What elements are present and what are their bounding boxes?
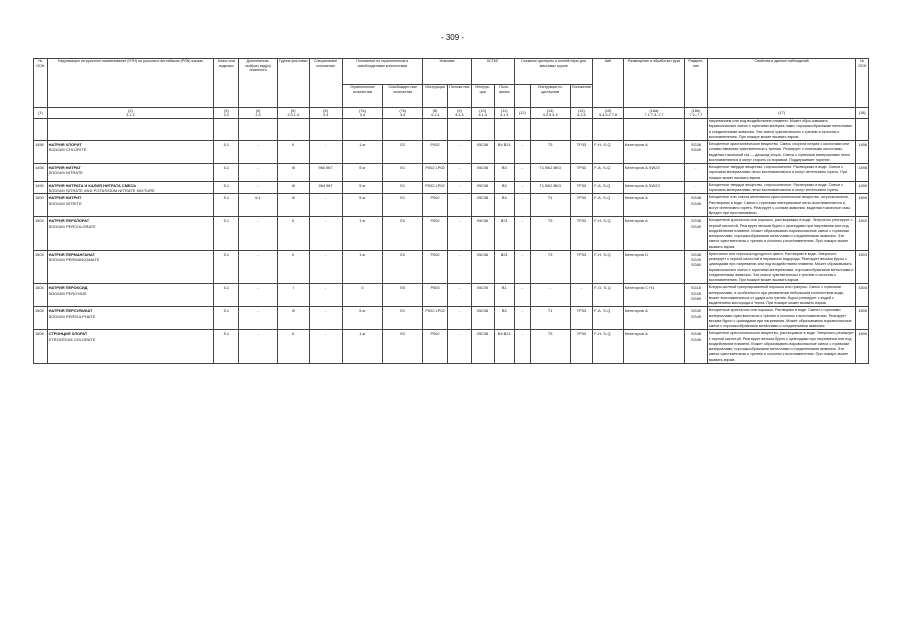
packing-provision: - — [448, 141, 472, 164]
packing-instruction: P002 — [423, 194, 448, 217]
tank-instruction: T1 — [530, 194, 570, 217]
segregation: SG16 SG35 SG59 — [685, 284, 708, 307]
ibc-instruction: IBC05 — [471, 284, 494, 307]
tank-instruction: T3 — [530, 141, 570, 164]
tank-blank: - — [514, 194, 530, 217]
col-properties: Свойства и данные наблюдений — [707, 59, 856, 108]
col-packaging: Упаковка — [423, 59, 472, 85]
tank-instruction: T1 — [530, 307, 570, 330]
un-number-right: 1502 — [856, 217, 869, 251]
substance-name — [47, 250, 214, 284]
column-number-cell — [47, 108, 214, 119]
column-number-cell — [530, 108, 570, 119]
subsidiary-hazard: - — [239, 181, 278, 194]
tank-blank: - — [514, 330, 530, 364]
col-portable-tanks: Съемные цистерны и контей-неры для массовых грузов — [514, 59, 592, 85]
special-provisions: - — [309, 307, 342, 330]
name-english: STRONTIUM CHLORATE — [48, 336, 96, 342]
properties: Бесцветное кристаллическое вещество. Смесь хлорита натрия с кислотами или солями аммония чувствительна к трению. Реагирует с сильными кислотами, выделяя токсичный газ — диоксид хлора. Смеси с горючими материалами легко воспламеняются и могут сгорать со взрывом. Поддерживает горение. — [707, 141, 856, 164]
class: 5.1 — [214, 307, 239, 330]
table-row — [34, 194, 869, 217]
segregation: SG39 SG49 — [685, 307, 708, 330]
col-limited: Ограниченные количества — [342, 85, 383, 108]
stowage: Категория A — [623, 194, 684, 217]
col-pack-provisions: Положе-ния — [448, 85, 472, 108]
name-russian: НАТРИЯ НИТРАТ — [48, 165, 81, 170]
segregation: SG38 SG49 — [685, 141, 708, 164]
col-un-no: № ООН — [34, 59, 48, 108]
tank-provision: TP33 — [570, 250, 593, 284]
column-number: (11) — [500, 108, 508, 113]
column-number: (16a) — [649, 108, 659, 113]
ems-code: F-H, S-Q — [593, 330, 624, 364]
ibc-instruction: IBC08 — [471, 164, 494, 182]
column-number-cell — [309, 108, 342, 119]
subsidiary-hazard: - — [239, 217, 278, 251]
segregation: SG38 SG49 — [685, 330, 708, 364]
un-number: 1503 — [34, 250, 48, 284]
excepted-quantity: E2 — [383, 217, 423, 251]
column-number: (18) — [858, 110, 866, 115]
col-stowage: Размещение и обработка груза — [623, 59, 684, 108]
tank-instruction: T3 — [530, 330, 570, 364]
limited-quantity: 1 кг — [342, 141, 383, 164]
segregation: SG38 SG49 SG60 — [685, 250, 708, 284]
stowage: Категория A — [623, 217, 684, 251]
name-russian: СТРОНЦИЯ ХЛОРАТ — [48, 331, 88, 337]
class: 5.1 — [214, 181, 239, 194]
tank-provision: TP33 — [570, 307, 593, 330]
name-english: SODIUM NITRITE — [48, 200, 82, 206]
column-number: (6) — [323, 108, 328, 113]
properties: Бесцветные кристаллы или порошок. Растворим в воде. Смеси с горючими материалами чувствительны к трению и склонны к воспламенению. Реагирует весьма бурно с цианидами при нагревании. Может образовывать взрывоопасные смеси с порошкообразными металлами и соединениями аммония. — [707, 307, 856, 330]
col-ibc-instructions: Инструк-ции — [471, 85, 494, 108]
ibc-instruction: IBC06 — [471, 217, 494, 251]
column-reference: 7.2–7.7 — [689, 113, 703, 117]
name-russian: НАТРИЯ НИТРАТА И КАЛИЯ НИТРАТА СМЕСЬ — [48, 182, 137, 188]
un-number: 1506 — [34, 330, 48, 364]
limited-quantity: 1 кг — [342, 217, 383, 251]
table-body — [34, 108, 869, 364]
column-number-cell — [514, 108, 530, 119]
subsidiary-hazard: 6.1 — [239, 194, 278, 217]
segregation: SG38 SG49 — [685, 217, 708, 251]
tank-provision: TP33 — [570, 141, 593, 164]
column-number-cell — [277, 108, 309, 119]
substance-name — [47, 330, 214, 364]
tank-instruction: T3 — [530, 217, 570, 251]
un-number-right: 1506 — [856, 330, 869, 364]
packing-instruction: P002 LP02 — [423, 181, 448, 194]
ems-code: F-G, S-Q — [593, 284, 624, 307]
column-number-cell — [570, 108, 593, 119]
packing-provision: - — [448, 217, 472, 251]
column-reference: 3.5 — [400, 113, 406, 117]
un-number: 1500 — [34, 194, 48, 217]
packing-instruction: P002 — [423, 217, 448, 251]
column-reference: 4.2.5 — [577, 113, 586, 117]
packing-provision: - — [448, 250, 472, 284]
properties: Бесцветное твердое вещество, гигроскопичное. Растворимо в воде. Смеси с горючими материалами легко воспламеняются и могут интенсивно гореть. — [707, 181, 856, 194]
column-reference: 4.1.4 — [478, 113, 487, 117]
substance-name — [47, 284, 214, 307]
packing-group: III — [277, 181, 309, 194]
excepted-quantity: E1 — [383, 194, 423, 217]
ibc-provision: B21 — [494, 217, 514, 251]
tank-instruction: T1 BK2 BK3 — [530, 181, 570, 194]
name-english: SODIUM PERMANGANATE — [48, 257, 100, 262]
column-number-cell — [856, 108, 869, 119]
packing-group: II — [277, 330, 309, 364]
name-russian: НАТРИЯ НИТРИТ — [48, 195, 82, 201]
name-russian: НАТРИЯ ХЛОРИТ — [48, 142, 82, 147]
column-number: (5) — [290, 108, 296, 113]
stowage: Категория A SW23 — [623, 181, 684, 194]
column-number-cell — [342, 108, 383, 119]
tank-blank: - — [514, 284, 530, 307]
packing-instruction: P503 — [423, 284, 448, 307]
col-subsidiary: Дополнитель-ный(ые) вид(ы) опасности — [239, 59, 278, 108]
col-segregation: Разделе-ние — [685, 59, 708, 108]
excepted-quantity: E0 — [383, 284, 423, 307]
properties: Бесцветные кристаллы или порошок, растворимые в воде. Энергично реагирует с серной кислотой. Реагирует весьма бурно с цианидами при нагревании или под воздействием пламени. Может образовывать взрывоопасные смеси с горючими материалами, порошкообразными металлами и соединениями аммония. Эти смеси чувствительны к трению и склонны к воспламенению. При пожаре может вызвать взрыв. — [707, 217, 856, 251]
ibc-provision: B3 — [494, 181, 514, 194]
column-number: (2) — [128, 108, 133, 113]
packing-group: III — [277, 164, 309, 182]
ems-code: F-H, S-Q — [593, 141, 624, 164]
ibc-instruction: IBC06 — [471, 250, 494, 284]
substance-name — [47, 194, 214, 217]
tank-provision: TP33 — [570, 164, 593, 182]
limited-quantity: 5 кг — [342, 194, 383, 217]
ibc-instruction: IBC08 — [471, 194, 494, 217]
segregation: - — [685, 181, 708, 194]
col-ibc-provisions: Поло-жения — [494, 85, 514, 108]
packing-group: II — [277, 250, 309, 284]
subsidiary-hazard: - — [239, 307, 278, 330]
un-number: 1502 — [34, 217, 48, 251]
column-reference: 4.1.4 — [430, 113, 440, 117]
column-number: (7a) — [359, 108, 366, 113]
tank-blank: - — [514, 307, 530, 330]
col-pt-instructions: Инструкции по цистернам — [530, 85, 570, 108]
packing-instruction: P002 — [423, 250, 448, 284]
un-number-right: 1505 — [856, 307, 869, 330]
ibc-instruction: IBC08 — [471, 330, 494, 364]
column-reference: 2.0.1.3 — [287, 113, 300, 117]
name-english: SODIUM NITRATE AND POTASSIUM NITRATE MIXTURE — [48, 188, 155, 193]
column-number: (4) — [255, 108, 261, 113]
limited-quantity: 5 кг — [342, 307, 383, 330]
class: 5.1 — [214, 330, 239, 364]
column-number: (10) — [479, 108, 487, 113]
name-russian: НАТРИЯ ПЕРОКСИД — [48, 285, 88, 291]
properties: Бесцветное или слегка желтоватое кристаллическое вещество, гигроскопичное. Растворимо в воде. Смеси с горючими материалами легко воспламеняются и могут интенсивно гореть. Реагирует с солями аммония, выделяя токсичные газы. Вреден при проглатывании. — [707, 194, 856, 217]
un-number: 1505 — [34, 307, 48, 330]
un-number-right: 1496 — [856, 141, 869, 164]
col-limited-excepted: Положения по ограниченным и освобожденным количествам — [342, 59, 423, 85]
dangerous-goods-table — [33, 58, 869, 364]
col-ibc: КСГМГ — [471, 59, 514, 85]
class: 5.1 — [214, 217, 239, 251]
un-number-right: 1500 — [856, 194, 869, 217]
column-number-cell — [685, 108, 708, 119]
col-pack-instructions: Инструкции — [423, 85, 448, 108]
column-number: (12) — [519, 110, 526, 115]
column-number: (7b) — [399, 108, 407, 113]
ibc-provision: B4 B21 — [494, 141, 514, 164]
tank-blank: - — [514, 217, 530, 251]
un-number: 1499 — [34, 181, 48, 194]
ems-code: F-H, S-Q — [593, 217, 624, 251]
continuation-text: нагреванием или под воздействием пламени. Может обра-зовывать взрывоопасные смеси с горючими материа-лами, порошкообразными металлами и соединениями аммония. Эти смеси чувствительны к трению и склонны к воспламенению. При пожаре может вызвать взрыв. — [707, 119, 856, 141]
substance-name — [47, 164, 214, 182]
tank-blank: - — [514, 181, 530, 194]
special-provisions: - — [309, 250, 342, 284]
packing-instruction: P002 LP02 — [423, 164, 448, 182]
class: 5.1 — [214, 141, 239, 164]
col-pt-provisions: Положения — [570, 85, 593, 108]
column-reference: 2.0 — [255, 113, 261, 117]
continuation-row — [34, 119, 869, 141]
column-number-cell — [623, 108, 684, 119]
packing-provision: - — [448, 194, 472, 217]
limited-quantity: 0 — [342, 284, 383, 307]
column-reference: 3.4 — [359, 113, 366, 117]
col-excepted: Освобожден-ные количества — [383, 85, 423, 108]
subsidiary-hazard: - — [239, 330, 278, 364]
col-ems: АвК — [593, 59, 624, 108]
subsidiary-hazard: - — [239, 164, 278, 182]
ems-code: F-A, S-Q — [593, 164, 624, 182]
excepted-quantity: E1 — [383, 164, 423, 182]
limited-quantity: 5 кг — [342, 181, 383, 194]
packing-group: III — [277, 194, 309, 217]
limited-quantity: 1 кг — [342, 330, 383, 364]
packing-instruction: P002 — [423, 141, 448, 164]
tank-provision: TP33 — [570, 330, 593, 364]
table-row — [34, 330, 869, 364]
ibc-provision: B3 — [494, 307, 514, 330]
packing-instruction: P002 LP02 — [423, 307, 448, 330]
column-number: (15) — [604, 108, 612, 113]
special-provisions: 964 967 — [309, 164, 342, 182]
special-provisions: - — [309, 284, 342, 307]
stowage: Категория A — [623, 141, 684, 164]
dangerous-goods-list-table-container — [33, 58, 869, 609]
column-number: (3) — [224, 108, 229, 113]
column-number: (13) — [546, 108, 554, 113]
column-number: (14) — [578, 108, 585, 113]
properties: Бесцветное твердое вещество, гигроскопичное. Растворимо в воде. Смеси с горючими материалами легко воспламеняются и могут интенсивно гореть. При пожаре может вызвать взрыв. — [707, 164, 856, 182]
table-row — [34, 284, 869, 307]
column-number-row — [34, 108, 869, 119]
column-number-cell — [707, 108, 856, 119]
col-pt-blank — [514, 85, 530, 108]
column-number-cell — [593, 108, 624, 119]
column-number: (16b) — [691, 108, 701, 113]
special-provisions: - — [309, 217, 342, 251]
special-provisions: - — [309, 194, 342, 217]
col-un-no-right: № ООН — [856, 59, 869, 108]
subsidiary-hazard: - — [239, 284, 278, 307]
substance-name — [47, 217, 214, 251]
special-provisions: 964 967 — [309, 181, 342, 194]
un-number: 1496 — [34, 141, 48, 164]
name-english: SODIUM PEROXIDE — [48, 290, 87, 296]
special-provisions: - — [309, 330, 342, 364]
limited-quantity: 1 кг — [342, 250, 383, 284]
tank-instruction: T3 — [530, 250, 570, 284]
subsidiary-hazard: - — [239, 250, 278, 284]
column-number: (9) — [457, 108, 462, 113]
un-number-right: 1503 — [856, 250, 869, 284]
class: 5.1 — [214, 250, 239, 284]
col-name: Надлежащее отгрузочное наименование (НТН) на русском и английском (PSN) языках — [47, 59, 214, 108]
column-number: (17) — [778, 110, 785, 115]
packing-instruction: P002 — [423, 330, 448, 364]
tank-provision: TP33 — [570, 217, 593, 251]
tank-instruction: - — [530, 284, 570, 307]
ibc-provision: B1 — [494, 284, 514, 307]
stowage: Категория D — [623, 250, 684, 284]
column-reference: 4.1.4 — [500, 113, 509, 117]
table-row — [34, 307, 869, 330]
packing-group: I — [277, 284, 309, 307]
col-class: Класс или подкласс — [214, 59, 239, 108]
column-number-cell — [448, 108, 472, 119]
un-number-right: 1504 — [856, 284, 869, 307]
table-row — [34, 250, 869, 284]
table-row — [34, 141, 869, 164]
tank-blank: - — [514, 250, 530, 284]
name-russian: НАТРИЯ ПЕРСУЛЬФАТ — [48, 308, 93, 314]
column-number-cell — [214, 108, 239, 119]
col-packing-group: Группа упа-ковки — [277, 59, 309, 108]
excepted-quantity: E2 — [383, 250, 423, 284]
limited-quantity: 5 кг — [342, 164, 383, 182]
page-number: - 309 - — [440, 33, 465, 42]
special-provisions: - — [309, 141, 342, 164]
column-number: (1) — [37, 110, 43, 115]
packing-group: II — [277, 217, 309, 251]
column-reference: 7.1 7.3–7.7 — [644, 113, 664, 117]
packing-provision: - — [448, 307, 472, 330]
col-special: Специальные положения — [309, 59, 342, 108]
table-row — [34, 217, 869, 251]
un-number: 1504 — [34, 284, 48, 307]
tank-provision: TP33 — [570, 181, 593, 194]
un-number-right: 1499 — [856, 181, 869, 194]
ibc-provision: B3 — [494, 164, 514, 182]
ibc-provision: B4 B21 — [494, 330, 514, 364]
column-number-cell — [34, 108, 48, 119]
subsidiary-hazard: - — [239, 141, 278, 164]
column-number-cell — [471, 108, 494, 119]
packing-group: III — [277, 307, 309, 330]
un-number: 1498 — [34, 164, 48, 182]
stowage: Категория C H1 — [623, 284, 684, 307]
name-english: SODIUM NITRATE — [48, 170, 84, 176]
name-english: SODIUM PERCHLORATE — [48, 223, 96, 229]
excepted-quantity: E2 — [383, 141, 423, 164]
column-reference: 3.3 — [322, 113, 329, 117]
ems-code: F-A, S-Q — [593, 194, 624, 217]
column-reference: 4.1.4 — [455, 113, 464, 117]
ibc-provision: B21 — [494, 250, 514, 284]
ems-code: F-A, S-Q — [593, 307, 624, 330]
class: 5.1 — [214, 194, 239, 217]
packing-provision: - — [448, 181, 472, 194]
class: 5.1 — [214, 164, 239, 182]
column-number-cell — [423, 108, 448, 119]
tank-provision: - — [570, 284, 593, 307]
tank-provision: TP33 — [570, 194, 593, 217]
excepted-quantity: E1 — [383, 181, 423, 194]
column-number: (8) — [432, 108, 438, 113]
ems-code: F-A, S-Q — [593, 181, 624, 194]
name-russian: НАТРИЯ ПЕРМАНГАНАТ — [48, 251, 96, 257]
segregation: - — [685, 164, 708, 182]
ibc-instruction: IBC08 — [471, 141, 494, 164]
packing-provision: - — [448, 164, 472, 182]
column-reference: 4.2.5 4.3 — [542, 113, 558, 117]
column-number-cell — [239, 108, 278, 119]
ibc-provision: B3 — [494, 194, 514, 217]
table-row — [34, 181, 869, 194]
ibc-instruction: IBC08 — [471, 181, 494, 194]
column-reference: 5.4.3.2 7.8 — [599, 113, 618, 117]
substance-name — [47, 141, 214, 164]
excepted-quantity: E2 — [383, 330, 423, 364]
properties: Бесцветное кристаллическое вещество, растворимое в воде. Энергично реагирует с серной кислотой. Реагирует весьма бурно с цианидами при нагревании или под воздействием пламени. Может образовывать взрывоопасные смеси с горючими материалами, порошкообразными металлами и соединениями аммония. Эти смеси чувствительны к трению и склонны к воспламенению. При пожаре может вызвать взрыв. — [707, 330, 856, 364]
table-row — [34, 164, 869, 182]
column-number-cell — [383, 108, 423, 119]
name-russian: НАТРИЯ ПЕРХЛОРАТ — [48, 218, 90, 224]
ems-code: F-H, S-Q — [593, 250, 624, 284]
substance-name — [47, 307, 214, 330]
class: 5.1 — [214, 284, 239, 307]
tank-blank: - — [514, 164, 530, 182]
stowage: Категория A SW23 — [623, 164, 684, 182]
column-number-cell — [494, 108, 514, 119]
substance-name — [47, 181, 214, 194]
tank-instruction: T1 BK2 BK3 — [530, 164, 570, 182]
properties: Кристаллы или порошок пурпурного цвета. Растворим в воде. Энергично реагирует с серной кислотой и перекисью водорода. Реагирует весьма бурно с цианидами при нагревании или под воздействием пламени. Может образовывать взрывоопасные смеси с горючими материалами, порошкообразными металлами и соединениями аммония. Эти смеси чувствительны к трению и склонны к воспламенению. При пожаре может вызвать взрыв. — [707, 250, 856, 284]
properties: Бледно-желтый гранулированный порошок или гранулы. Смесь с горючими материалами, в особенности при увлажнении небольшим количеством воды, может воспламениться от удара или трения. Бурно реагирует с водой с выделением кислорода и тепла. При пожаре может вызвать взрыв. — [707, 284, 856, 307]
column-reference: 3.1.2 — [126, 113, 135, 117]
excepted-quantity: E1 — [383, 307, 423, 330]
stowage: Категория A — [623, 330, 684, 364]
stowage: Категория A — [623, 307, 684, 330]
packing-group: II — [277, 141, 309, 164]
packing-provision: - — [448, 330, 472, 364]
ibc-instruction: IBC08 — [471, 307, 494, 330]
packing-provision: - — [448, 284, 472, 307]
name-english: SODIUM CHLORITE — [48, 147, 87, 153]
name-english: SODIUM PERSULPHATE — [48, 313, 96, 319]
segregation: SG38 SG49 — [685, 194, 708, 217]
tank-blank: - — [514, 141, 530, 164]
un-number-right: 1498 — [856, 164, 869, 182]
column-reference: 2.0 — [223, 113, 229, 117]
